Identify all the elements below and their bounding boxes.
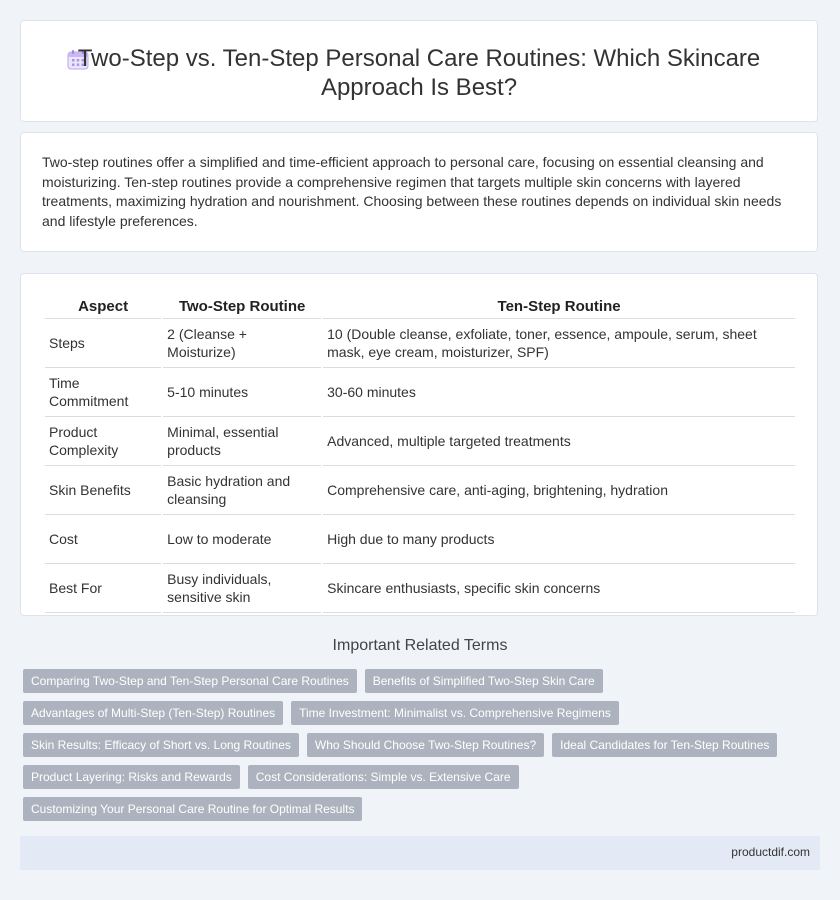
table-header-row: [45, 294, 795, 319]
cell-aspect: Cost: [45, 515, 161, 564]
cell-aspect: Best For: [45, 564, 161, 613]
cell-aspect: Time Commitment: [45, 368, 161, 417]
cell-ten-step: 30-60 minutes: [323, 368, 795, 417]
cell-two-step: Minimal, essential products: [163, 417, 321, 466]
cell-ten-step: High due to many products: [323, 515, 795, 564]
table-row: [45, 319, 795, 368]
related-terms-title: Important Related Terms: [332, 637, 508, 654]
cell-two-step: Low to moderate: [163, 515, 321, 564]
footer-site-link[interactable]: productdif.com: [731, 845, 810, 859]
header-ten-step: Ten-Step Routine: [323, 294, 795, 319]
related-term-tag[interactable]: Time Investment: Minimalist vs. Comprehensive Regimens: [291, 701, 619, 725]
related-term-tag[interactable]: Benefits of Simplified Two-Step Skin Care: [365, 669, 603, 693]
cell-ten-step: 10 (Double cleanse, exfoliate, toner, essence, ampoule, serum, sheet mask, eye cream, moisturizer, SPF): [323, 319, 795, 368]
related-term-tag[interactable]: Who Should Choose Two-Step Routines?: [307, 733, 544, 757]
header-aspect: Aspect: [45, 294, 161, 319]
table-row: [45, 515, 795, 564]
table-row: [45, 417, 795, 466]
title-card: [20, 20, 818, 122]
cell-ten-step: Skincare enthusiasts, specific skin concerns: [323, 564, 795, 613]
cell-two-step: Busy individuals, sensitive skin: [163, 564, 321, 613]
page-title: Two-Step vs. Ten-Step Personal Care Routines: Which Skincare Approach Is Best?: [77, 45, 761, 101]
cell-two-step: 5-10 minutes: [163, 368, 321, 417]
cell-aspect: Steps: [45, 319, 161, 368]
header-two-step: Two-Step Routine: [163, 294, 321, 319]
table-row: [45, 564, 795, 613]
footer: [20, 836, 820, 870]
related-term-tag[interactable]: Cost Considerations: Simple vs. Extensive Care: [248, 765, 519, 789]
cell-two-step: 2 (Cleanse + Moisturize): [163, 319, 321, 368]
comparison-table: [43, 294, 797, 613]
cell-aspect: Skin Benefits: [45, 466, 161, 515]
intro-card: [20, 132, 818, 252]
related-term-tag[interactable]: Product Layering: Risks and Rewards: [23, 765, 240, 789]
cell-ten-step: Advanced, multiple targeted treatments: [323, 417, 795, 466]
related-term-tag[interactable]: Ideal Candidates for Ten-Step Routines: [552, 733, 777, 757]
related-term-tag[interactable]: Advantages of Multi-Step (Ten-Step) Routines: [23, 701, 283, 725]
table-row: [45, 466, 795, 515]
cell-aspect: Product Complexity: [45, 417, 161, 466]
comparison-table-card: [20, 273, 818, 616]
cell-ten-step: Comprehensive care, anti-aging, brightening, hydration: [323, 466, 795, 515]
table-row: [45, 368, 795, 417]
related-term-tag[interactable]: Customizing Your Personal Care Routine for Optimal Results: [23, 797, 362, 821]
intro-text: Two-step routines offer a simplified and time-efficient approach to personal care, focusing on essential cleansing and moisturizing. Ten-step routines provide a comprehensive regimen that targets multiple skin concerns with layered treatments, maximizing hydration and nourishment. Choosing between these routines depends on individual skin needs and lifestyle preferences.: [42, 154, 782, 229]
cell-two-step: Basic hydration and cleansing: [163, 466, 321, 515]
related-terms-list: [23, 669, 803, 821]
related-term-tag[interactable]: Comparing Two-Step and Ten-Step Personal Care Routines: [23, 669, 357, 693]
related-term-tag[interactable]: Skin Results: Efficacy of Short vs. Long Routines: [23, 733, 299, 757]
